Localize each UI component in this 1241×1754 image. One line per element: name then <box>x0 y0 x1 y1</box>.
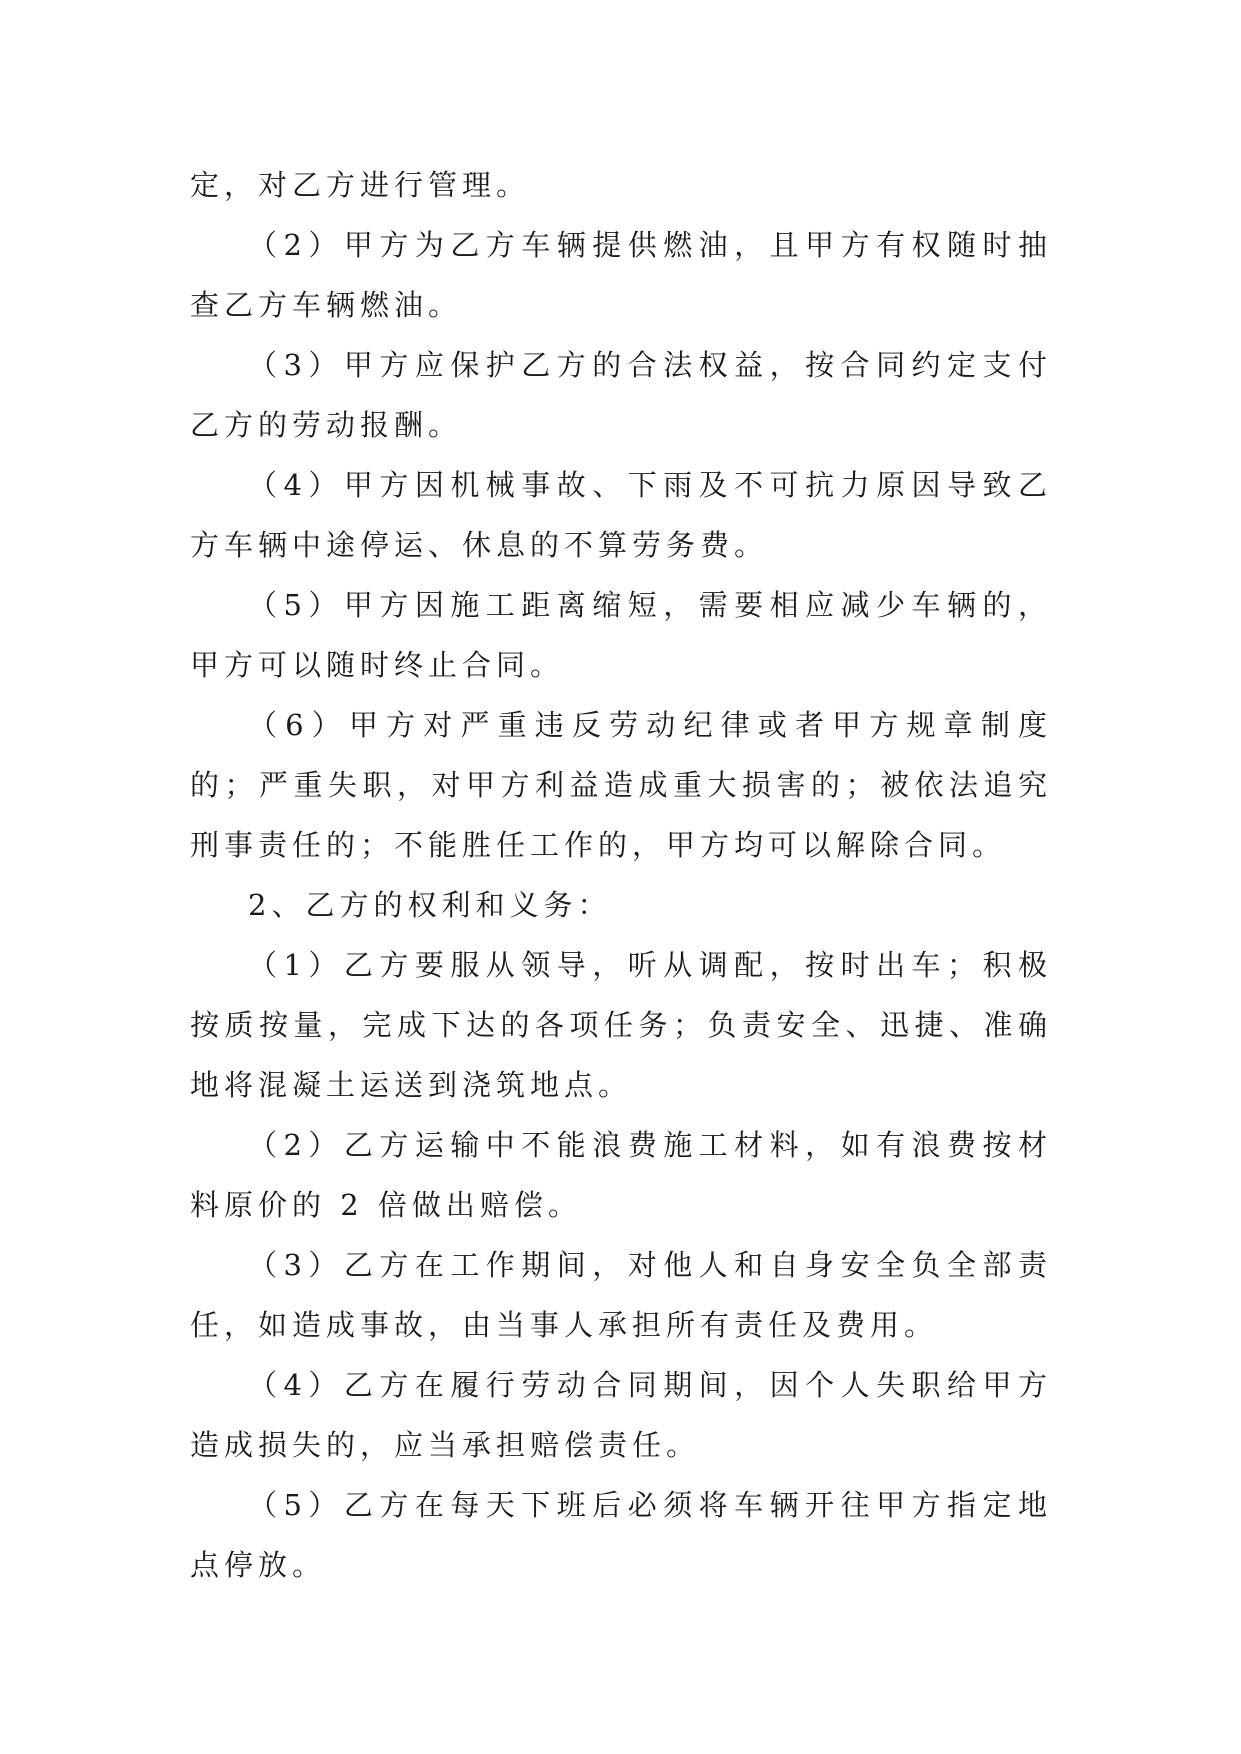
paragraph-party-a-item-4: （4）甲方因机械事故、下雨及不可抗力原因导致乙方车辆中途停运、休息的不算劳务费。 <box>190 468 1052 562</box>
paragraph-party-a-item-3: （3）甲方应保护乙方的合法权益，按合同约定支付乙方的劳动报酬。 <box>190 348 1052 442</box>
section-heading-party-b: 2、乙方的权利和义务： <box>248 888 612 922</box>
paragraph-party-b-item-3: （3）乙方在工作期间，对他人和自身安全负全部责任，如造成事故，由当事人承担所有责任及费用。 <box>190 1248 1052 1342</box>
paragraph-party-a-item-6: （6）甲方对严重违反劳动纪律或者甲方规章制度的；严重失职，对甲方利益造成重大损害的；被依法追究刑事责任的；不能胜任工作的，甲方均可以解除合同。 <box>190 708 1052 862</box>
paragraph-party-a-item-2: （2）甲方为乙方车辆提供燃油，且甲方有权随时抽查乙方车辆燃油。 <box>190 228 1052 322</box>
paragraph-party-b-item-5: （5）乙方在每天下班后必须将车辆开往甲方指定地点停放。 <box>190 1488 1052 1582</box>
paragraph-party-a-item-5: （5）甲方因施工距离缩短，需要相应减少车辆的，甲方可以随时终止合同。 <box>190 588 1052 682</box>
paragraph-party-b-item-1: （1）乙方要服从领导，听从调配，按时出车；积极按质按量，完成下达的各项任务；负责安全、迅捷、准确地将混凝土运送到浇筑地点。 <box>190 948 1052 1102</box>
document-body <box>190 155 1052 1595</box>
paragraph-continuation: 定，对乙方进行管理。 <box>190 168 531 202</box>
paragraph-party-b-item-4: （4）乙方在履行劳动合同期间，因个人失职给甲方造成损失的，应当承担赔偿责任。 <box>190 1368 1052 1462</box>
paragraph-party-b-item-2: （2）乙方运输中不能浪费施工材料，如有浪费按材料原价的 2 倍做出赔偿。 <box>190 1128 1052 1222</box>
